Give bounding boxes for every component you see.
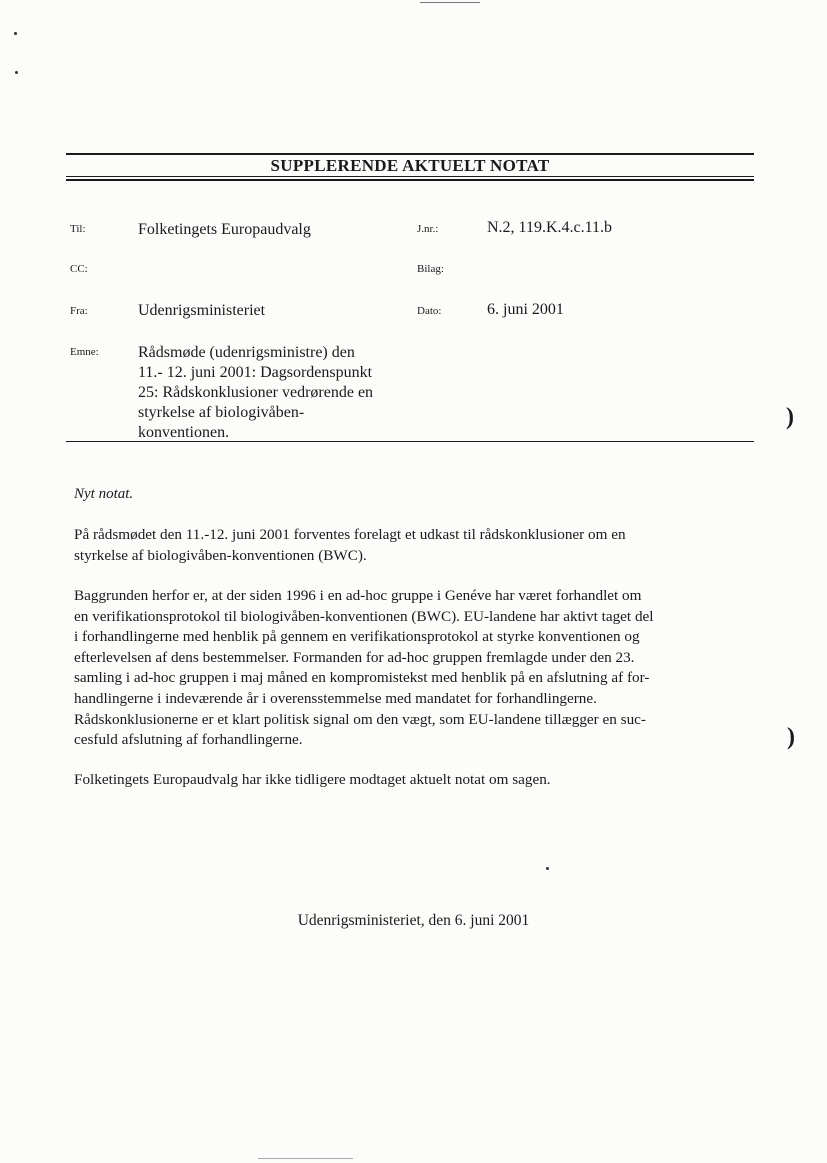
signature-line: Udenrigsministeriet, den 6. juni 2001 <box>297 912 530 929</box>
paragraph-line: samling i ad-hoc gruppen i maj måned en kompromistekst med henblik på en afslutning af for- <box>74 669 650 687</box>
paragraph-1 <box>74 525 746 566</box>
subject-line: 25: Rådskonklusioner vedrørende en <box>138 384 374 401</box>
header-rule-top <box>66 153 754 155</box>
paragraph-line: efterlevelsen af dens bestemmelser. Formanden for ad-hoc gruppen fremlagde under den 23. <box>74 648 635 666</box>
to-value: Folketingets Europaudvalg <box>138 221 311 238</box>
margin-dot-2 <box>15 71 18 74</box>
header-rule-bottom-1 <box>66 176 754 177</box>
scan-speck <box>546 867 549 870</box>
paragraph-3 <box>74 770 746 791</box>
subject-value <box>138 343 413 443</box>
intro-note: Nyt notat. <box>74 486 134 502</box>
margin-mark-1: ) <box>786 404 794 430</box>
subject-label: Emne: <box>70 346 99 358</box>
paragraph-2 <box>74 586 746 751</box>
from-value: Udenrigsministeriet <box>138 302 266 319</box>
subject-line: styrkelse af biologivåben- <box>138 404 305 421</box>
subject-line: Rådsmøde (udenrigsministre) den <box>138 344 355 361</box>
scan-artifact-bottom <box>258 1158 353 1159</box>
paragraph-line: Baggrunden herfor er, at der siden 1996 i en ad-hoc gruppe i Genéve har været forhandlet om <box>74 587 642 604</box>
margin-dot-1 <box>14 32 17 35</box>
document-title: SUPPLERENDE AKTUELT NOTAT <box>270 156 550 175</box>
bilag-label: Bilag: <box>417 263 444 275</box>
subject-line: 11.- 12. juni 2001: Dagsordenspunkt <box>138 364 373 381</box>
jnr-value: N.2, 119.K.4.c.11.b <box>487 219 613 236</box>
paragraph-line: i forhandlingerne med henblik på gennem en verifikationsprotokol at styrke konventionen og <box>74 628 640 646</box>
subject-line: konventionen. <box>138 424 230 441</box>
date-label: Dato: <box>417 305 442 317</box>
paragraph-line: en verifikationsprotokol til biologivåben-konventionen (BWC). EU-landene har aktivt taget del <box>74 607 654 625</box>
jnr-label: J.nr.: <box>417 223 439 235</box>
paragraph-line: styrkelse af biologivåben-konventionen (BWC). <box>74 546 367 564</box>
meta-rule-bottom <box>66 441 754 442</box>
date-value: 6. juni 2001 <box>487 301 564 318</box>
cc-label: CC: <box>70 263 88 275</box>
paragraph-line: handlingerne i indeværende år i overensstemmelse med mandatet for forhandlingerne. <box>74 689 597 707</box>
header-rule-bottom-2 <box>66 179 754 181</box>
paragraph-line: Rådskonklusionerne er et klart politisk signal om den vægt, som EU-landene tillægger en suc- <box>74 710 646 728</box>
paragraph-line: På rådsmødet den 11.-12. juni 2001 forventes forelagt et udkast til rådskonklusioner om en <box>74 526 626 543</box>
paragraph-line: cesfuld afslutning af forhandlingerne. <box>74 731 303 749</box>
from-label: Fra: <box>70 305 88 317</box>
to-label: Til: <box>70 223 86 235</box>
margin-mark-2: ) <box>787 724 795 750</box>
paragraph-line: Folketingets Europaudvalg har ikke tidligere modtaget aktuelt notat om sagen. <box>74 771 551 788</box>
scan-artifact-top <box>420 2 480 3</box>
